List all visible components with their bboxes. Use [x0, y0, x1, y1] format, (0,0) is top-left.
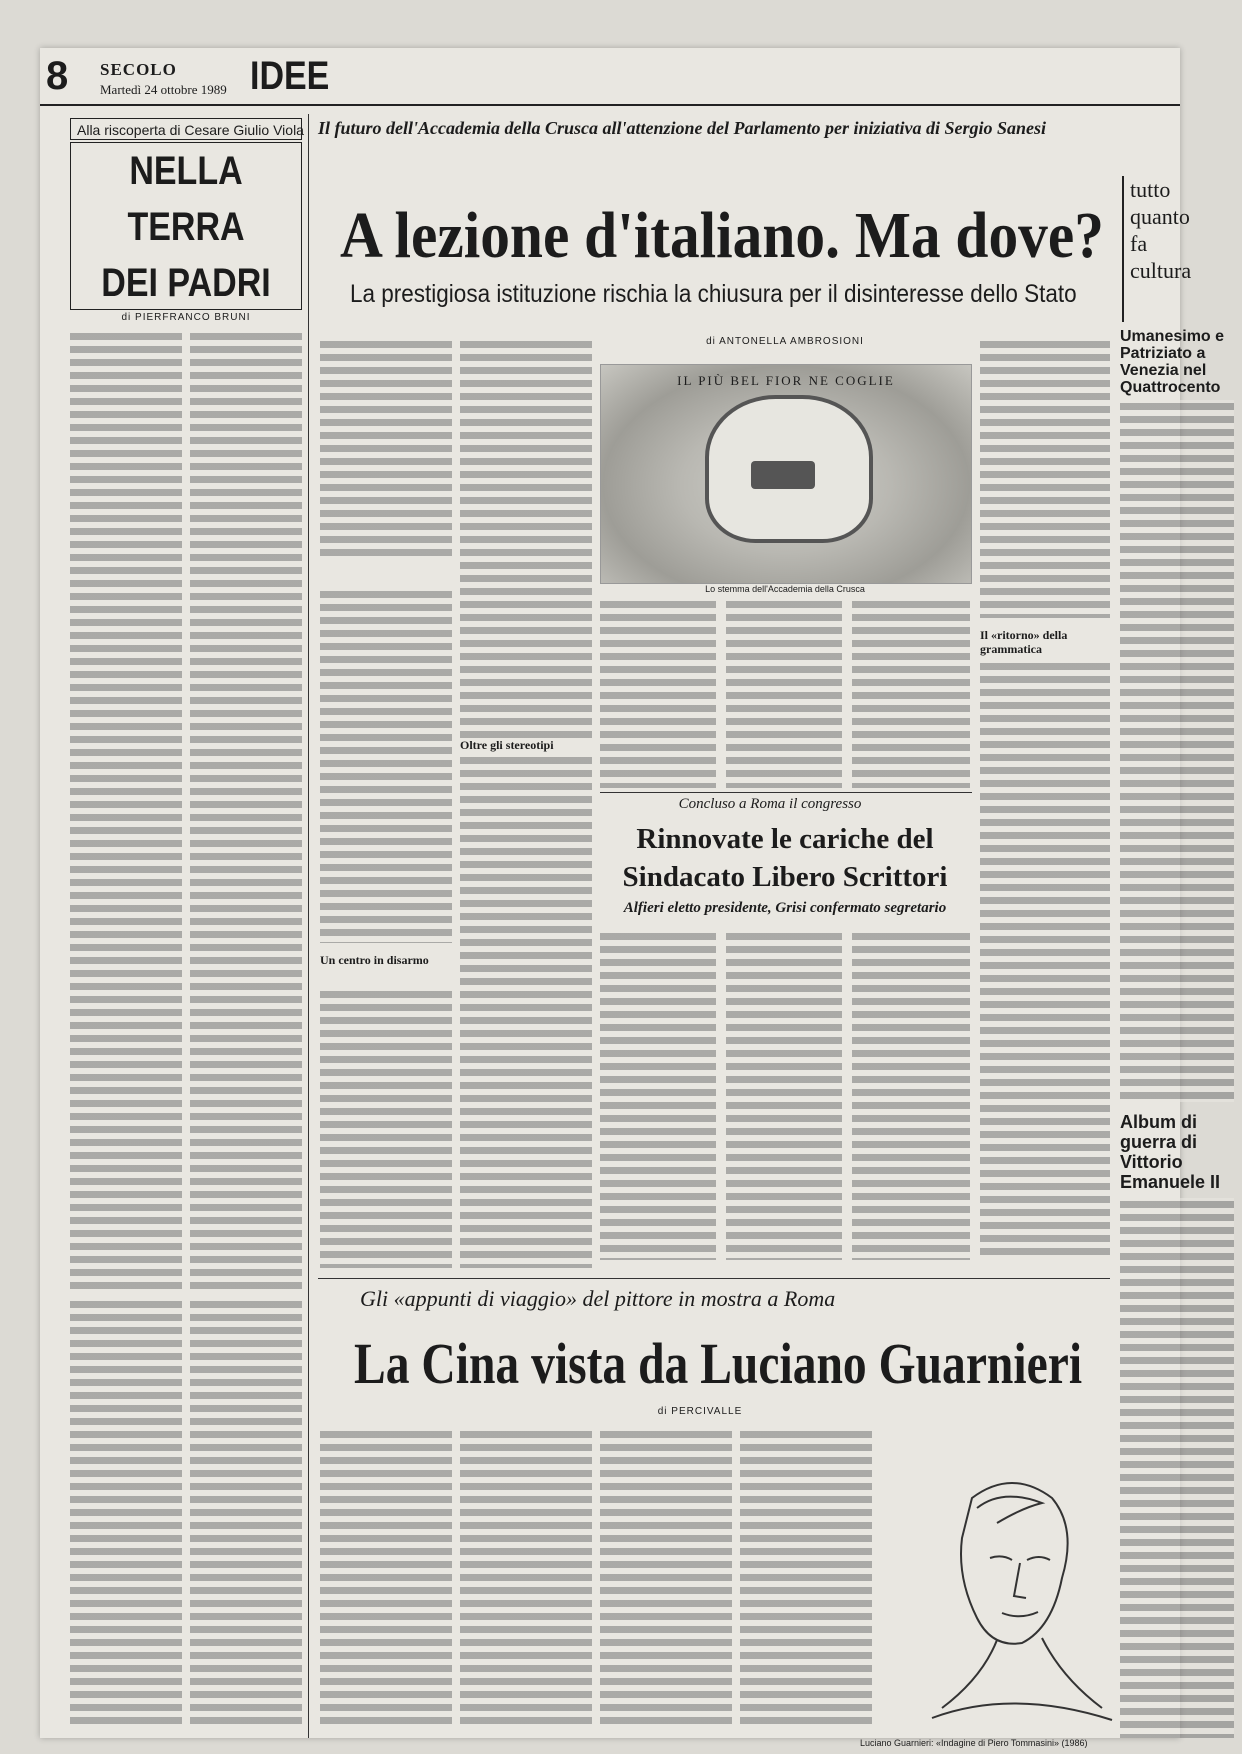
main-column-text-8 — [980, 338, 1110, 618]
bottom-article-title: La Cina vista da Luciano Guarnieri — [354, 1331, 1083, 1396]
newspaper-page — [40, 48, 1225, 1748]
congress-text-2 — [726, 930, 842, 1260]
paper-name: SECOLO — [100, 60, 177, 79]
main-column-text-2 — [460, 338, 592, 1268]
main-article-byline: di ANTONELLA AMBROSIONI — [706, 336, 864, 347]
section-title: IDEE — [250, 54, 330, 98]
culture-line-2: quanto — [1130, 204, 1190, 229]
crest-motto: IL PIÙ BEL FIOR NE COGLIE — [677, 373, 895, 388]
congress-text-1 — [600, 930, 716, 1260]
left-article-kicker: Alla riscoperta di Cesare Giulio Viola — [70, 118, 302, 140]
culture-box — [1122, 176, 1242, 322]
right-item-title-2: Album di guerra di Vittorio Emanuele II — [1120, 1112, 1221, 1192]
main-article-subtitle: La prestigiosa istituzione rischia la chiusura per il disinteresse dello Stato — [350, 280, 1077, 308]
congress-kicker: Concluso a Roma il congresso — [678, 796, 862, 812]
main-column-text-5 — [600, 598, 716, 788]
left-column-text-4 — [190, 1298, 302, 1728]
sieve-icon — [751, 461, 815, 489]
main-column-text-3 — [320, 588, 452, 943]
main-article-kicker: Il futuro dell'Accademia della Crusca all'attenzione del Parlamento per iniziativa di Sergio Sanesi — [318, 118, 1047, 138]
congress-title: Rinnovate le cariche del Sindacato Libero Scrittori — [622, 823, 948, 893]
left-column-text-3 — [70, 1298, 182, 1728]
subhead-oltre-stereotipi: Oltre gli stereotipi — [460, 738, 592, 752]
guarnieri-portrait-sketch — [902, 1468, 1122, 1728]
congress-text-3 — [852, 930, 970, 1260]
column-rule — [308, 114, 309, 1738]
bottom-text-4 — [740, 1428, 872, 1728]
left-title-line-2: DEI PADRI — [101, 261, 271, 305]
left-article-byline: di PIERFRANCO BRUNI — [121, 312, 251, 323]
main-column-text-9 — [980, 660, 1110, 1260]
issue-date: Martedì 24 ottobre 1989 — [100, 82, 227, 97]
image-caption: Lo stemma dell'Accademia della Crusca — [705, 584, 865, 594]
right-item-title-1: Umanesimo e Patriziato a Venezia nel Quattrocento — [1120, 328, 1225, 396]
bottom-article-rule — [318, 1278, 1110, 1279]
main-column-text-1 — [320, 338, 452, 558]
culture-line-4: cultura — [1130, 258, 1192, 283]
left-article-title — [70, 142, 302, 310]
page-number: 8 — [46, 54, 69, 98]
bottom-text-3 — [600, 1428, 732, 1728]
right-item-text-1 — [1120, 400, 1234, 1102]
main-column-text-4 — [320, 988, 452, 1268]
masthead — [40, 48, 1180, 106]
left-title-line-1: NELLA TERRA — [127, 149, 245, 249]
left-column-text-2 — [190, 330, 302, 1290]
culture-line-1: tutto — [1130, 177, 1171, 202]
bottom-article-byline: di PERCIVALLE — [657, 1406, 743, 1417]
left-column-text-1 — [70, 330, 182, 1290]
bottom-article-kicker: Gli «appunti di viaggio» del pittore in mostra a Roma — [360, 1286, 836, 1311]
bottom-text-1 — [320, 1428, 452, 1728]
right-item-text-2 — [1120, 1198, 1234, 1738]
main-column-text-6 — [726, 598, 842, 788]
main-article-title: A lezione d'italiano. Ma dove? — [340, 199, 1104, 272]
accademia-crest-image — [600, 364, 972, 584]
portrait-caption: Luciano Guarnieri: «Indagine di Piero Tommasini» (1986) — [860, 1738, 1088, 1748]
congress-subtitle: Alfieri eletto presidente, Grisi confermato segretario — [623, 900, 947, 916]
subhead-ritorno-grammatica: Il «ritorno» della grammatica — [980, 628, 1068, 656]
congress-top-rule — [600, 792, 972, 793]
culture-line-3: fa — [1130, 231, 1148, 256]
bottom-text-2 — [460, 1428, 592, 1728]
main-column-text-7 — [852, 598, 970, 788]
subhead-centro-disarmo: Un centro in disarmo — [320, 953, 429, 967]
